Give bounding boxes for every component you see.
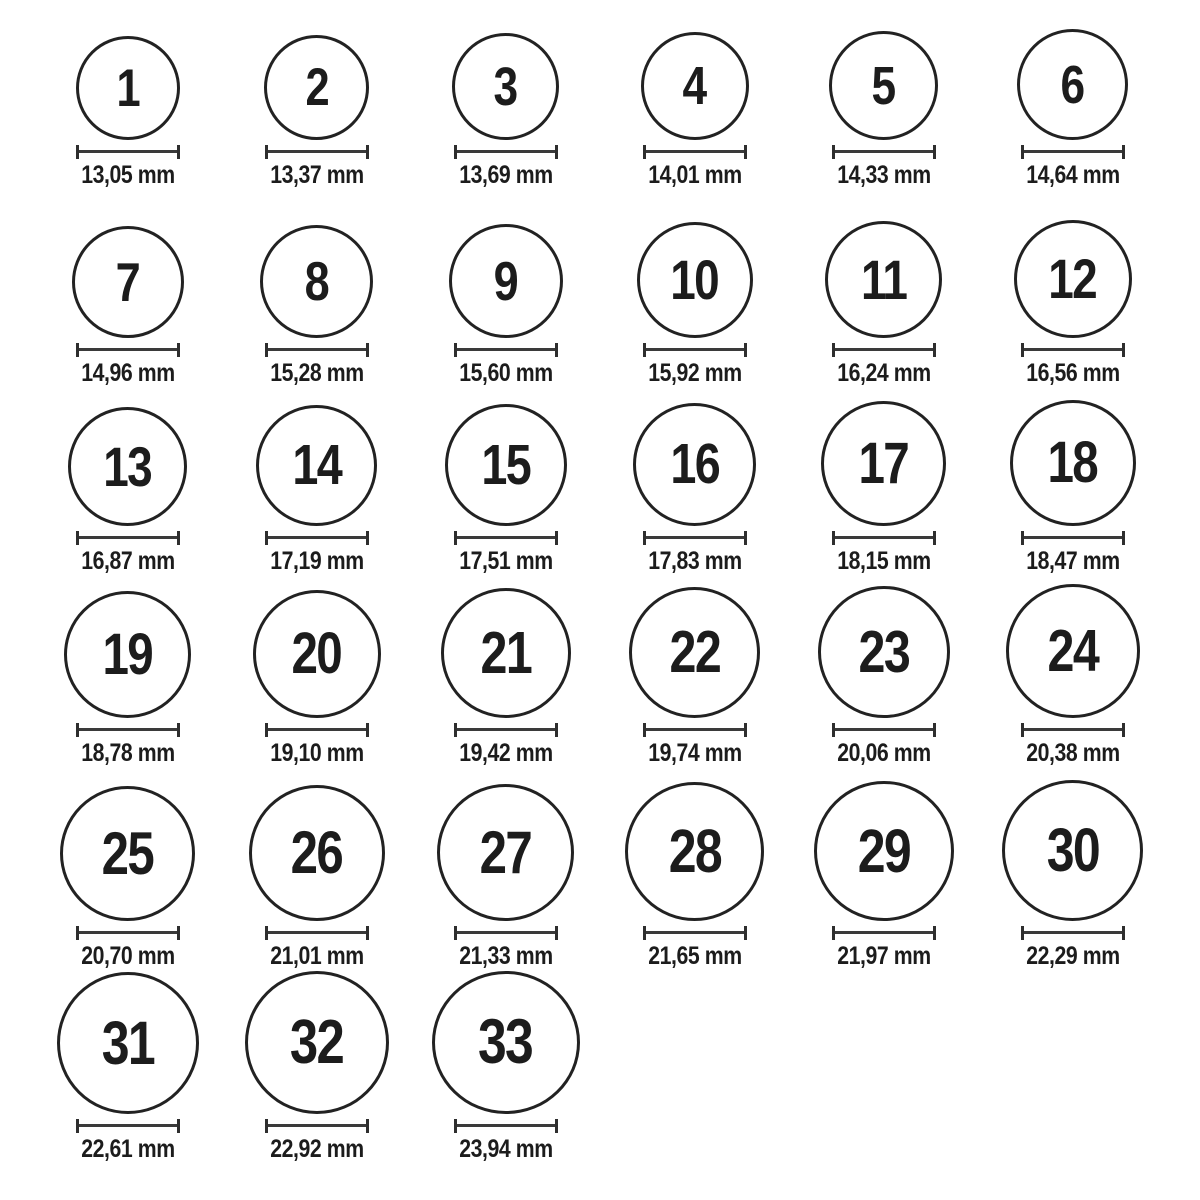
ring-size-cell	[411, 388, 600, 576]
ring-size-cell	[978, 190, 1167, 388]
ring-size-cell	[222, 388, 411, 576]
measure-line	[265, 728, 369, 731]
diameter-label: 19,42 mm	[458, 739, 553, 767]
measure-tick-right	[744, 343, 747, 357]
ring-size-cell	[600, 190, 789, 388]
measure-tick-left	[643, 343, 646, 357]
measure-line	[454, 931, 558, 934]
measure-line	[1021, 150, 1125, 153]
measure-tick-right	[366, 145, 369, 159]
ring-size-cell	[600, 0, 789, 190]
measure-tick-left	[454, 926, 457, 940]
ring-size-number: 12	[1048, 247, 1097, 310]
ring-size-cell	[978, 0, 1167, 190]
diameter-label: 20,38 mm	[1025, 739, 1120, 767]
diameter-label: 22,92 mm	[269, 1135, 364, 1163]
diameter-label: 15,28 mm	[269, 359, 364, 387]
diameter-label: 14,64 mm	[1025, 161, 1120, 189]
measure-tick-right	[366, 1119, 369, 1133]
measure-tick-right	[744, 145, 747, 159]
ring-size-number: 18	[1047, 430, 1098, 495]
diameter-measure-bar	[1021, 723, 1125, 737]
measure-tick-right	[555, 531, 558, 545]
measure-line	[832, 348, 936, 351]
ring-circle-12	[1014, 220, 1132, 338]
ring-size-number: 29	[857, 816, 910, 885]
measure-line	[265, 348, 369, 351]
diameter-label: 19,74 mm	[647, 739, 742, 767]
measure-tick-right	[177, 926, 180, 940]
ring-circle-27	[437, 784, 574, 921]
measure-tick-left	[643, 926, 646, 940]
diameter-measure-bar	[265, 1119, 369, 1133]
ring-size-number: 28	[668, 817, 721, 885]
measure-tick-right	[177, 531, 180, 545]
measure-tick-right	[177, 1119, 180, 1133]
measure-tick-left	[265, 531, 268, 545]
ring-circle-1	[76, 36, 180, 140]
measure-tick-right	[744, 926, 747, 940]
ring-size-number: 10	[670, 248, 719, 311]
measure-line	[454, 728, 558, 731]
diameter-measure-bar	[643, 343, 747, 357]
measure-tick-left	[265, 926, 268, 940]
ring-size-number: 32	[289, 1007, 344, 1077]
diameter-label: 21,97 mm	[836, 942, 931, 970]
measure-line	[643, 536, 747, 539]
measure-tick-right	[177, 723, 180, 737]
measure-tick-left	[832, 926, 835, 940]
diameter-measure-bar	[76, 145, 180, 159]
measure-line	[1021, 348, 1125, 351]
diameter-label: 21,33 mm	[458, 942, 553, 970]
diameter-measure-bar	[265, 145, 369, 159]
measure-tick-right	[366, 343, 369, 357]
ring-circle-33	[432, 971, 580, 1114]
measure-line	[454, 536, 558, 539]
diameter-measure-bar	[1021, 531, 1125, 545]
ring-circle-11	[825, 221, 942, 338]
ring-circle-18	[1010, 400, 1136, 526]
diameter-label: 13,69 mm	[458, 161, 553, 189]
diameter-label: 20,06 mm	[836, 739, 931, 767]
measure-tick-right	[744, 723, 747, 737]
diameter-label: 17,51 mm	[458, 547, 553, 575]
ring-circle-7	[72, 226, 184, 338]
diameter-label: 13,37 mm	[269, 161, 364, 189]
measure-line	[1021, 536, 1125, 539]
measure-tick-left	[1021, 145, 1024, 159]
diameter-measure-bar	[832, 723, 936, 737]
ring-circle-6	[1017, 29, 1128, 140]
measure-tick-left	[454, 531, 457, 545]
ring-size-number: 1	[116, 58, 139, 118]
ring-size-cell	[600, 576, 789, 768]
measure-tick-left	[832, 343, 835, 357]
ring-size-cell	[978, 576, 1167, 768]
diameter-label: 21,65 mm	[647, 942, 742, 970]
measure-line	[76, 728, 180, 731]
ring-size-number: 2	[305, 58, 328, 117]
diameter-label: 19,10 mm	[269, 739, 364, 767]
measure-tick-right	[177, 343, 180, 357]
diameter-label: 22,61 mm	[80, 1135, 175, 1163]
measure-tick-left	[1021, 723, 1024, 737]
measure-line	[1021, 931, 1125, 934]
diameter-measure-bar	[1021, 343, 1125, 357]
measure-tick-left	[265, 343, 268, 357]
ring-size-cell	[222, 971, 411, 1164]
ring-size-cell	[222, 0, 411, 190]
measure-tick-left	[76, 723, 79, 737]
ring-circle-5	[829, 31, 938, 140]
measure-tick-right	[933, 531, 936, 545]
diameter-label: 20,70 mm	[80, 942, 175, 970]
ring-size-cell	[33, 971, 222, 1164]
ring-size-number: 13	[103, 434, 152, 498]
measure-tick-left	[832, 145, 835, 159]
diameter-measure-bar	[265, 926, 369, 940]
measure-tick-right	[933, 145, 936, 159]
measure-tick-right	[366, 531, 369, 545]
ring-size-cell	[411, 768, 600, 971]
ring-size-number: 27	[479, 818, 532, 886]
measure-tick-right	[555, 1119, 558, 1133]
diameter-label: 14,33 mm	[836, 161, 931, 189]
ring-size-number: 4	[682, 56, 706, 116]
measure-tick-left	[643, 723, 646, 737]
measure-tick-right	[555, 926, 558, 940]
diameter-measure-bar	[643, 531, 747, 545]
measure-line	[643, 931, 747, 934]
ring-size-cell	[978, 768, 1167, 971]
measure-line	[643, 348, 747, 351]
ring-circle-4	[641, 32, 749, 140]
ring-circle-20	[253, 590, 381, 718]
diameter-measure-bar	[76, 1119, 180, 1133]
ring-size-cell	[789, 576, 978, 768]
diameter-measure-bar	[76, 926, 180, 940]
measure-line	[454, 348, 558, 351]
measure-line	[76, 348, 180, 351]
measure-line	[643, 728, 747, 731]
ring-size-cell	[789, 388, 978, 576]
diameter-measure-bar	[76, 343, 180, 357]
measure-tick-left	[76, 531, 79, 545]
measure-tick-left	[454, 145, 457, 159]
diameter-label: 22,29 mm	[1025, 942, 1120, 970]
measure-tick-left	[643, 531, 646, 545]
measure-tick-right	[555, 723, 558, 737]
ring-circle-16	[633, 403, 756, 526]
ring-size-number: 19	[102, 621, 153, 687]
diameter-label: 15,60 mm	[458, 359, 553, 387]
ring-size-cell	[600, 768, 789, 971]
diameter-measure-bar	[454, 723, 558, 737]
ring-size-number: 3	[493, 56, 517, 117]
ring-circle-14	[256, 405, 377, 526]
measure-tick-right	[933, 926, 936, 940]
diameter-label: 13,05 mm	[80, 161, 175, 189]
ring-circle-9	[449, 224, 563, 338]
ring-circle-3	[452, 33, 559, 140]
measure-tick-left	[832, 723, 835, 737]
diameter-measure-bar	[76, 723, 180, 737]
ring-size-number: 21	[480, 619, 531, 686]
diameter-measure-bar	[454, 343, 558, 357]
ring-circle-32	[245, 971, 389, 1114]
ring-circle-26	[249, 785, 385, 921]
diameter-label: 14,96 mm	[80, 359, 175, 387]
measure-tick-left	[643, 145, 646, 159]
measure-tick-right	[1122, 343, 1125, 357]
diameter-measure-bar	[643, 723, 747, 737]
measure-tick-left	[76, 926, 79, 940]
measure-tick-left	[76, 1119, 79, 1133]
ring-size-number: 24	[1047, 617, 1098, 684]
diameter-measure-bar	[454, 145, 558, 159]
measure-line	[265, 150, 369, 153]
ring-size-number: 20	[291, 621, 342, 686]
measure-tick-left	[265, 145, 268, 159]
measure-line	[76, 1124, 180, 1127]
ring-circle-17	[821, 401, 946, 526]
ring-size-cell	[600, 388, 789, 576]
ring-size-number: 33	[478, 1007, 533, 1078]
ring-size-cell	[33, 190, 222, 388]
ring-size-number: 14	[292, 433, 341, 497]
ring-size-cell	[222, 576, 411, 768]
ring-size-cell	[411, 0, 600, 190]
ring-size-number: 8	[304, 250, 329, 312]
diameter-measure-bar	[832, 343, 936, 357]
measure-line	[454, 1124, 558, 1127]
measure-tick-left	[1021, 343, 1024, 357]
ring-size-cell	[789, 190, 978, 388]
diameter-label: 18,78 mm	[80, 739, 175, 767]
ring-size-number: 23	[858, 618, 909, 685]
measure-tick-left	[832, 531, 835, 545]
diameter-label: 16,56 mm	[1025, 359, 1120, 387]
ring-circle-19	[64, 591, 191, 718]
diameter-measure-bar	[1021, 145, 1125, 159]
measure-tick-right	[1122, 723, 1125, 737]
measure-line	[832, 931, 936, 934]
measure-line	[265, 931, 369, 934]
measure-tick-right	[1122, 531, 1125, 545]
measure-tick-right	[366, 926, 369, 940]
ring-circle-30	[1002, 780, 1143, 921]
measure-line	[265, 536, 369, 539]
ring-circle-23	[818, 586, 950, 718]
ring-size-number: 17	[858, 430, 909, 496]
ring-circle-25	[60, 786, 195, 921]
diameter-measure-bar	[265, 343, 369, 357]
measure-line	[454, 150, 558, 153]
measure-line	[1021, 728, 1125, 731]
ring-size-cell	[411, 190, 600, 388]
diameter-measure-bar	[643, 926, 747, 940]
measure-tick-left	[76, 145, 79, 159]
diameter-measure-bar	[265, 531, 369, 545]
measure-tick-left	[454, 723, 457, 737]
ring-circle-31	[57, 972, 199, 1114]
measure-line	[76, 150, 180, 153]
measure-tick-right	[555, 145, 558, 159]
measure-tick-left	[265, 1119, 268, 1133]
ring-size-cell	[411, 576, 600, 768]
ring-circle-24	[1006, 584, 1140, 718]
ring-size-cell	[33, 768, 222, 971]
ring-size-number: 15	[481, 432, 530, 497]
ring-circle-28	[625, 782, 764, 921]
ring-size-cell	[789, 0, 978, 190]
ring-size-number: 25	[101, 819, 154, 887]
measure-tick-right	[933, 343, 936, 357]
ring-size-cell	[411, 971, 600, 1164]
diameter-measure-bar	[1021, 926, 1125, 940]
measure-line	[832, 536, 936, 539]
ring-size-cell	[222, 768, 411, 971]
diameter-label: 23,94 mm	[458, 1135, 553, 1163]
ring-circle-2	[264, 35, 369, 140]
ring-size-cell	[33, 388, 222, 576]
ring-size-cell	[978, 388, 1167, 576]
ring-circle-29	[814, 781, 954, 921]
diameter-measure-bar	[643, 145, 747, 159]
ring-size-number: 26	[290, 819, 343, 886]
ring-circle-10	[637, 222, 753, 338]
diameter-label: 16,87 mm	[80, 547, 175, 575]
ring-circle-21	[441, 588, 571, 718]
measure-line	[76, 536, 180, 539]
measure-tick-left	[454, 1119, 457, 1133]
measure-tick-right	[1122, 926, 1125, 940]
diameter-measure-bar	[76, 531, 180, 545]
diameter-measure-bar	[832, 531, 936, 545]
diameter-label: 15,92 mm	[647, 359, 742, 387]
measure-tick-right	[1122, 145, 1125, 159]
measure-tick-left	[265, 723, 268, 737]
measure-line	[832, 150, 936, 153]
diameter-label: 17,83 mm	[647, 547, 742, 575]
diameter-measure-bar	[832, 145, 936, 159]
ring-size-number: 9	[493, 249, 518, 312]
ring-size-cell	[222, 190, 411, 388]
diameter-measure-bar	[454, 926, 558, 940]
measure-tick-left	[1021, 926, 1024, 940]
ring-size-number: 22	[669, 619, 720, 685]
ring-size-number: 16	[670, 432, 719, 496]
measure-line	[643, 150, 747, 153]
diameter-measure-bar	[454, 1119, 558, 1133]
diameter-label: 18,47 mm	[1025, 547, 1120, 575]
ring-size-number: 11	[860, 247, 907, 311]
ring-circle-13	[68, 407, 187, 526]
measure-line	[265, 1124, 369, 1127]
diameter-measure-bar	[265, 723, 369, 737]
ring-size-cell	[33, 576, 222, 768]
measure-tick-right	[555, 343, 558, 357]
measure-tick-right	[744, 531, 747, 545]
diameter-label: 21,01 mm	[269, 942, 364, 970]
measure-tick-left	[1021, 531, 1024, 545]
measure-tick-left	[76, 343, 79, 357]
diameter-measure-bar	[832, 926, 936, 940]
diameter-measure-bar	[454, 531, 558, 545]
ring-size-cell	[789, 768, 978, 971]
ring-size-number: 31	[101, 1008, 154, 1077]
ring-size-number: 5	[871, 55, 895, 116]
ring-size-cell	[33, 0, 222, 190]
ring-size-number: 30	[1046, 816, 1099, 884]
diameter-label: 14,01 mm	[647, 161, 742, 189]
ring-size-number: 7	[115, 250, 140, 313]
diameter-label: 17,19 mm	[269, 547, 364, 575]
measure-tick-left	[454, 343, 457, 357]
measure-line	[76, 931, 180, 934]
diameter-label: 16,24 mm	[836, 359, 931, 387]
ring-circle-8	[260, 225, 373, 338]
measure-tick-right	[366, 723, 369, 737]
ring-circle-22	[629, 587, 760, 718]
measure-tick-right	[177, 145, 180, 159]
ring-circle-15	[445, 404, 567, 526]
measure-tick-right	[933, 723, 936, 737]
measure-line	[832, 728, 936, 731]
ring-size-number: 6	[1060, 54, 1084, 115]
diameter-label: 18,15 mm	[836, 547, 931, 575]
